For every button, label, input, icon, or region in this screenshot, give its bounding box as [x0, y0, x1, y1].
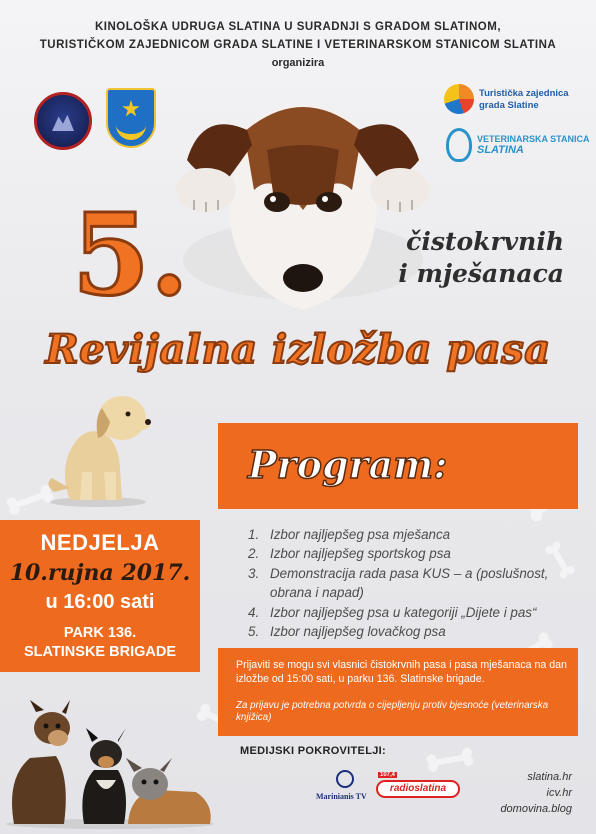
marinianis-tv-icon: [336, 770, 354, 788]
program-item-number: 1.: [248, 527, 260, 542]
program-item: [248, 525, 584, 544]
header-line-2: TURISTIČKOM ZAJEDNICOM GRADA SLATINE I VETERINARSKOM STANICOM SLATINA: [39, 39, 557, 51]
link-domovina[interactable]: domovina.blog: [500, 803, 572, 815]
subtitle-line-1: čistokrvnih: [406, 227, 564, 256]
header-line-1: KINOLOŠKA UDRUGA SLATINA U SURADNJI S GRADOM SLATINOM,: [94, 21, 502, 33]
program-item-text: Izbor najljepšeg lovačkog psa: [270, 624, 446, 640]
event-place: [0, 624, 200, 662]
program-item-number: 4.: [248, 604, 260, 620]
program-item: [248, 603, 584, 622]
tz-line-2: grada Slatine: [479, 100, 539, 111]
tz-line-1: Turistička zajednica: [479, 88, 569, 99]
link-icv[interactable]: icv.hr: [546, 787, 572, 799]
radio-slatina-logo: radioslatina: [376, 780, 460, 798]
event-date: 10.rujna 2017.: [9, 560, 191, 586]
veterinarska-stanica-icon: [446, 128, 472, 162]
radio-frequency: 107,4: [380, 772, 396, 778]
marinianis-tv-label: Marinianis TV: [316, 792, 367, 801]
subtitle-line-2: i mješanaca: [398, 259, 564, 288]
event-place-line-1: PARK 136.: [63, 625, 137, 641]
program-item-text: Demonstracija rada pasa KUS – a (poslušnost, obrana i napad): [270, 565, 549, 601]
program-item: [248, 622, 584, 641]
program-item: [248, 544, 584, 563]
program-item-text: Izbor najljepšeg psa u kategoriji „Dijete i pas“: [270, 604, 537, 620]
website-links: [486, 769, 572, 817]
vaccination-note: Za prijavu je potrebna potvrda o cijepljenju protiv bjesnoće (veterinarska knjižica): [236, 700, 549, 723]
media-sponsors-label: MEDIJSKI POKROVITELJI:: [240, 745, 386, 757]
three-dogs-illustration: [0, 698, 218, 830]
event-place-line-2: SLATINSKE BRIGADE: [24, 644, 176, 660]
program-item-number: 5.: [248, 624, 260, 640]
turisticka-zajednica-icon: [444, 84, 474, 114]
program-item-text: Izbor najljepšeg psa mješanca: [270, 527, 451, 542]
kinoloska-udruga-logo: [34, 92, 92, 150]
turisticka-zajednica-label: [479, 88, 579, 112]
event-day: NEDJELJA: [40, 530, 160, 555]
program-item-number: 2.: [248, 546, 260, 562]
veterinarska-stanica-label: [477, 134, 590, 156]
edition-number: 5.: [72, 190, 189, 321]
vs-line-1: VETERINARSKA STANICA: [477, 134, 590, 144]
show-subtitle: [374, 226, 564, 290]
slatina-coat-of-arms-logo: [106, 88, 156, 148]
header-organizira: organizira: [271, 57, 325, 69]
registration-notice-text: Prijaviti se mogu svi vlasnici čistokrvnih pasa i pasa mješanaca na dan izložbe od 15:00 sati, u parku 136. Slatinske brigade.: [236, 659, 567, 685]
program-title: Program:: [248, 442, 448, 487]
program-list: [248, 525, 584, 641]
program-item-text: Izbor najljepšeg sportskog psa: [270, 546, 451, 562]
program-item-number: 3.: [248, 565, 260, 581]
vs-line-2: SLATINA: [477, 144, 524, 156]
link-slatina[interactable]: slatina.hr: [527, 771, 572, 783]
show-title: Revijalna izložba pasa: [45, 326, 551, 373]
program-item: [248, 564, 584, 603]
event-time: u 16:00 sati: [45, 591, 155, 613]
sitting-puppy-illustration: [40, 388, 156, 508]
